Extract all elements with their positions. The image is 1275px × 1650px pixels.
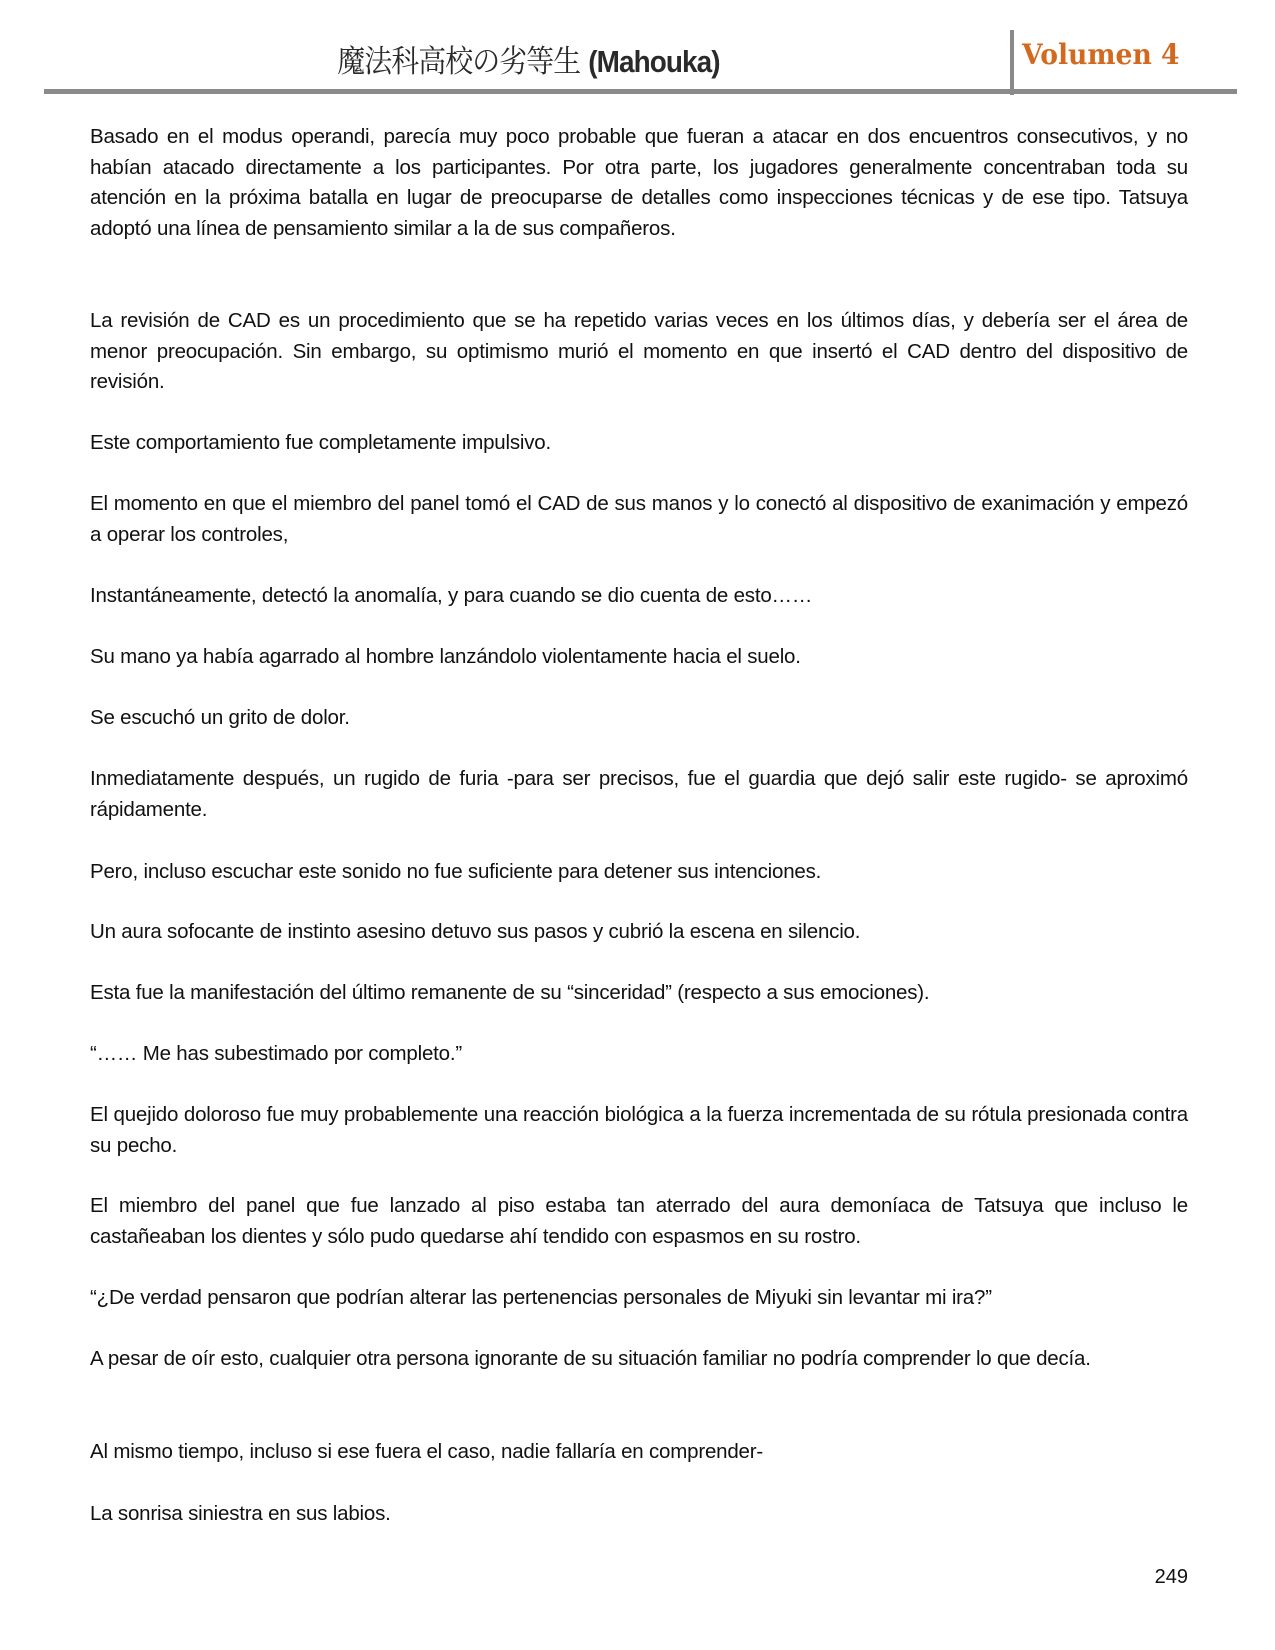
paragraph: Pero, incluso escuchar este sonido no fue suficiente para detener sus intenciones. bbox=[90, 860, 822, 883]
paragraph: Este comportamiento fue completamente impulsivo. bbox=[90, 431, 551, 454]
book-title bbox=[92, 36, 964, 81]
book-title-japanese: 魔法科高校の劣等生 bbox=[337, 44, 581, 80]
paragraph: Basado en el modus operandi, parecía muy poco probable que fueran a atacar en dos encuentros consecutivos, y no habían atacado directamente a los participantes. Por otra parte, los jugadores generalmente concentraban toda su atención en la próxima batalla en lugar de preocuparse de detalles como inspecciones técnicas y de ese tipo. Tatsuya adoptó una línea de pensamiento similar a la de sus compañeros. bbox=[90, 125, 1188, 240]
header-divider bbox=[1010, 30, 1014, 95]
paragraph: Instantáneamente, detectó la anomalía, y para cuando se dio cuenta de esto…… bbox=[90, 584, 813, 607]
paragraph: A pesar de oír esto, cualquier otra persona ignorante de su situación familiar no podría comprender lo que decía. bbox=[90, 1347, 1091, 1370]
paragraph: Al mismo tiempo, incluso si ese fuera el caso, nadie fallaría en comprender- bbox=[90, 1440, 764, 1463]
paragraph: Esta fue la manifestación del último remanente de su “sinceridad” (respecto a sus emociones). bbox=[90, 981, 930, 1004]
paragraph: El momento en que el miembro del panel tomó el CAD de sus manos y lo conectó al dispositivo de exanimación y empezó a operar los controles, bbox=[90, 492, 1188, 546]
paragraph: Un aura sofocante de instinto asesino detuvo sus pasos y cubrió la escena en silencio. bbox=[90, 920, 861, 943]
paragraph: La sonrisa siniestra en sus labios. bbox=[90, 1502, 391, 1525]
volume-label: Volumen 4 bbox=[1022, 38, 1180, 71]
paragraph: Inmediatamente después, un rugido de furia -para ser precisos, fue el guardia que dejó salir este rugido- se aproximó rápidamente. bbox=[90, 767, 1188, 821]
paragraph: Se escuchó un grito de dolor. bbox=[90, 706, 350, 729]
paragraph: “…… Me has subestimado por completo.” bbox=[90, 1042, 463, 1065]
paragraph: Su mano ya había agarrado al hombre lanzándolo violentamente hacia el suelo. bbox=[90, 645, 801, 668]
paragraph: “¿De verdad pensaron que podrían alterar las pertenencias personales de Miyuki sin levantar mi ira?” bbox=[90, 1286, 992, 1309]
paragraph: La revisión de CAD es un procedimiento que se ha repetido varias veces en los últimos días, y debería ser el área de menor preocupación. Sin embargo, su optimismo murió el momento en que insertó el CAD dentro del dispositivo de revisión. bbox=[90, 309, 1188, 393]
book-title-latin: (Mahouka) bbox=[588, 44, 720, 79]
paragraph: El miembro del panel que fue lanzado al piso estaba tan aterrado del aura demoníaca de Tatsuya que incluso le castañeaban los dientes y sólo pudo quedarse ahí tendido con espasmos en su rostro. bbox=[90, 1194, 1188, 1248]
header-rule bbox=[44, 89, 1237, 94]
page-number: 249 bbox=[1154, 1566, 1188, 1588]
paragraph: El quejido doloroso fue muy probablemente una reacción biológica a la fuerza incrementada de su rótula presionada contra su pecho. bbox=[90, 1103, 1188, 1157]
